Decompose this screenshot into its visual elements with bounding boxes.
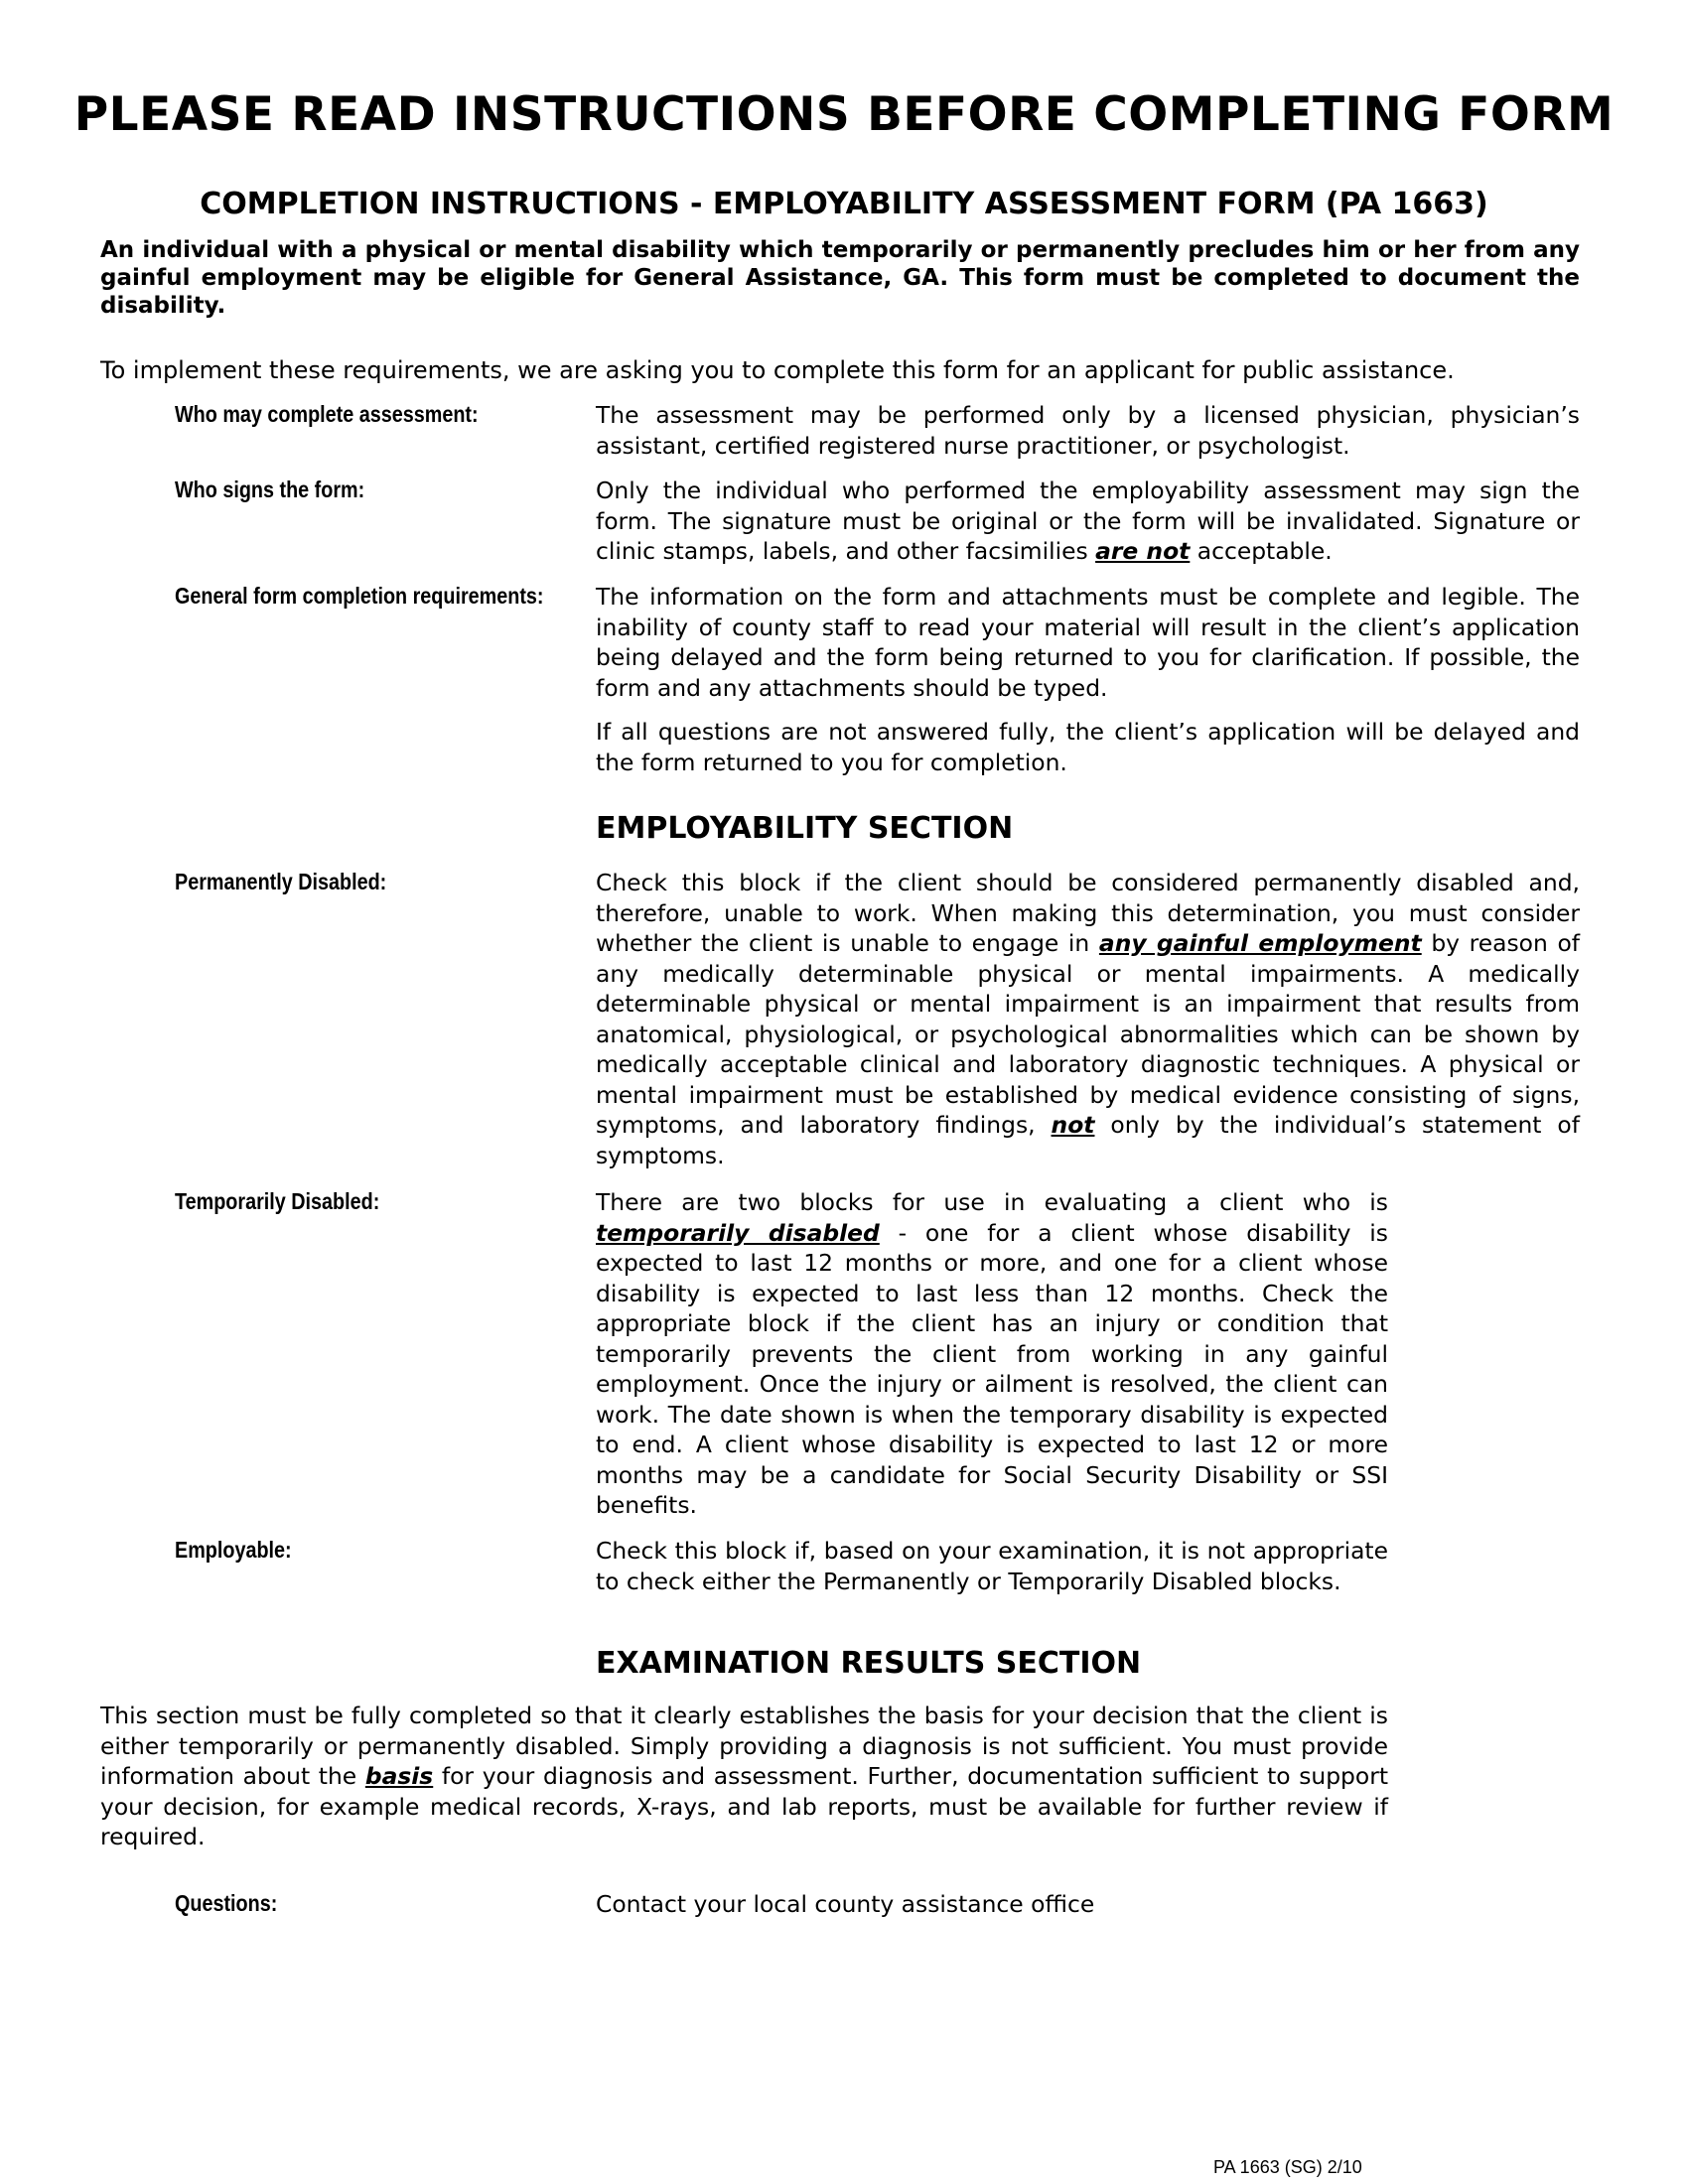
permanently-disabled-text bbox=[596, 868, 1580, 1170]
general-requirements-label: General form completion requirements: bbox=[175, 583, 544, 609]
employability-section-heading: EMPLOYABILITY SECTION bbox=[596, 811, 1014, 846]
questions-text: Contact your local county assistance office bbox=[596, 1890, 1095, 1918]
permanent-emphasis-2: not bbox=[1051, 1111, 1095, 1139]
page-title: PLEASE READ INSTRUCTIONS BEFORE COMPLETING FORM bbox=[73, 87, 1615, 142]
permanent-text-c: only by the individual’s statement of symptoms. bbox=[596, 1111, 1580, 1169]
who-signs-label: Who signs the form: bbox=[175, 477, 365, 502]
intro-paragraph: An individual with a physical or mental disability which temporarily or permanently precludes him or her from any gainful employment may be eligible for General Assistance, GA. This form must be completed to document the disability. bbox=[100, 237, 1580, 319]
who-signs-text bbox=[596, 476, 1580, 567]
temporarily-disabled-text bbox=[596, 1187, 1388, 1521]
exam-text-b: for your diagnosis and assessment. Further, documentation sufficient to support your decision, for example medical records, X-rays, and lab reports, must be available for further review if required. bbox=[100, 1762, 1389, 1850]
questions-label: Questions: bbox=[175, 1890, 278, 1916]
permanent-text-b: by reason of any medically determinable physical or mental impairments. A medically determinable physical or mental impairment is an impairment that results from anatomical, physiological, or psychological abnormalities which can be shown by medically acceptable clinical and laboratory diagnostic techniques. A physical or mental impairment must be established by medical evidence consisting of signs, symptoms, and laboratory findings, bbox=[596, 929, 1580, 1139]
examination-section-heading: EXAMINATION RESULTS SECTION bbox=[596, 1646, 1142, 1681]
permanent-emphasis-1: any gainful employment bbox=[1098, 929, 1422, 957]
who-signs-text-after: acceptable. bbox=[1190, 537, 1333, 565]
exam-text-a: This section must be fully completed so that it clearly establishes the basis for your decision that the client is either temporarily or permanently disabled. Simply providing a diagnosis is not sufficient. You must provide information about the bbox=[100, 1702, 1388, 1790]
employable-label: Employable: bbox=[175, 1537, 292, 1563]
who-may-label: Who may complete assessment: bbox=[175, 401, 479, 427]
general-requirements-text-2: If all questions are not answered fully, the client’s application will be delayed and the form returned to you for completion. bbox=[596, 718, 1580, 776]
form-subtitle: COMPLETION INSTRUCTIONS - EMPLOYABILITY ASSESSMENT FORM (PA 1663) bbox=[200, 187, 1488, 221]
exam-emphasis: basis bbox=[364, 1762, 434, 1790]
general-requirements-text: The information on the form and attachments must be complete and legible. The inability of county staff to read your material will result in the client’s application being delayed and the form being returned to you for clarification. If possible, the form and any attachments should be typed. bbox=[596, 583, 1580, 702]
temporary-text-b: - one for a client whose disability is expected to last 12 months or more, and one for a client whose disability is expected to last less than 12 months. Check the appropriate block if the client has an injury or condition that temporarily prevents the client from working in any gainful employment. Once the injury or ailment is resolved, the client can work. The date shown is when the temporary disability is expected to end. A client whose disability is expected to last 12 or more months may be a candidate for Social Security Disability or SSI benefits. bbox=[596, 1218, 1388, 1519]
permanently-disabled-label: Permanently Disabled: bbox=[175, 869, 387, 894]
employable-text: Check this block if, based on your examination, it is not appropriate to check either the Permanently or Temporarily Disabled blocks. bbox=[596, 1537, 1388, 1595]
lead-paragraph: To implement these requirements, we are asking you to complete this form for an applicant for public assistance. bbox=[100, 356, 1455, 384]
temporarily-disabled-label: Temporarily Disabled: bbox=[175, 1188, 380, 1214]
temporary-text-a: There are two blocks for use in evaluating a client who is bbox=[596, 1188, 1388, 1216]
who-may-text: The assessment may be performed only by a licensed physician, physician’s assistant, certified registered nurse practitioner, or psychologist. bbox=[596, 401, 1580, 460]
temporary-emphasis: temporarily disabled bbox=[596, 1218, 880, 1247]
who-signs-text-before: Only the individual who performed the employability assessment may sign the form. The signature must be original or the form will be invalidated. Signature or clinic stamps, labels, and other facsimilies bbox=[596, 477, 1580, 565]
who-signs-emphasis: are not bbox=[1095, 537, 1191, 565]
form-number-footer: PA 1663 (SG) 2/10 bbox=[1213, 2157, 1362, 2177]
permanent-text-a: Check this block if the client should be considered permanently disabled and, therefore, unable to work. When making this determination, you must consider whether the client is unable to engage in bbox=[596, 869, 1580, 957]
examination-text bbox=[100, 1701, 1388, 1852]
